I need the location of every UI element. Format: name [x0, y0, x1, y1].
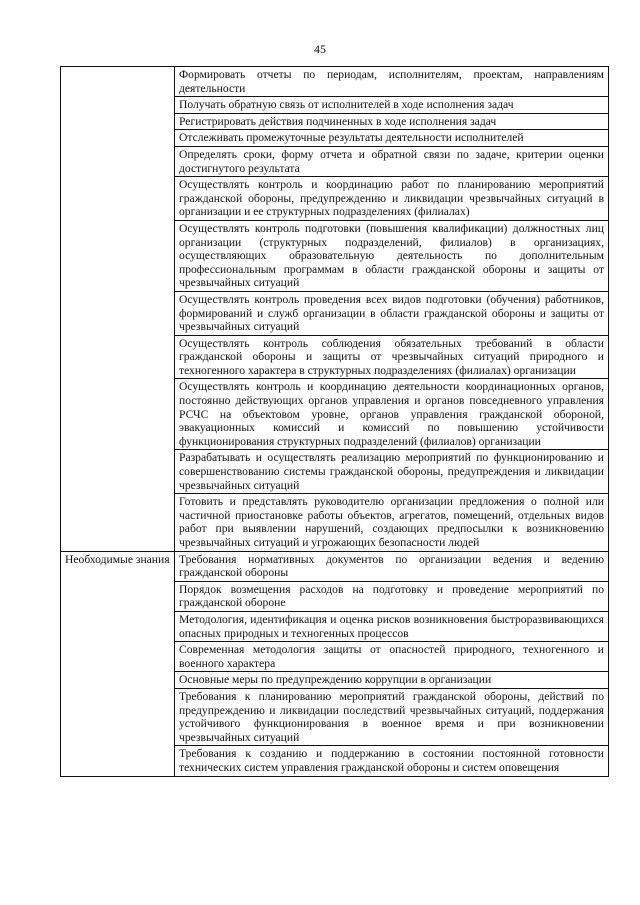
- section-label-cell: [61, 67, 175, 552]
- requirement-cell: Требования к созданию и поддержанию в состоянии постоянной готовности технических систем управления гражданской обороны и систем оповещения: [175, 746, 609, 776]
- requirement-cell: Получать обратную связь от исполнителей в ходе исполнения задач: [175, 97, 609, 114]
- requirement-cell: Разрабатывать и осуществлять реализацию мероприятий по функционированию и совершенствованию системы гражданской обороны, предупреждения и ликвидации чрезвычайных ситуаций: [175, 450, 609, 494]
- requirement-cell: Требования к планированию мероприятий гражданской обороны, действий по предупреждению и ликвидации последствий чрезвычайных ситуаций, поддержания устойчивого функционирования в военное время и при возникновении чрезвычайных ситуаций: [175, 688, 609, 745]
- section-label-cell: Необходимые знания: [61, 551, 175, 776]
- table-row: [61, 551, 609, 581]
- table-row: [61, 67, 609, 97]
- requirement-cell: Осуществлять контроль проведения всех видов подготовки (обучения) работников, формирований и служб организации в области гражданской обороны и защиты от чрезвычайных ситуаций: [175, 291, 609, 335]
- requirement-cell: Порядок возмещения расходов на подготовку и проведение мероприятий по гражданской обороне: [175, 581, 609, 611]
- requirement-cell: Формировать отчеты по периодам, исполнителям, проектам, направлениям деятельности: [175, 67, 609, 97]
- requirement-cell: Осуществлять контроль и координацию работ по планированию мероприятий гражданской обороны, предупреждению и ликвидации чрезвычайных ситуаций в организации и ее структурных подразделениях (филиалах): [175, 177, 609, 221]
- requirement-cell: Основные меры по предупреждению коррупции в организации: [175, 672, 609, 689]
- competency-table: [60, 66, 609, 777]
- requirement-cell: Готовить и представлять руководителю организации предложения о полной или частичной приостановке работы объектов, агрегатов, помещений, отдельных видов работ при выявлении нарушений, создающих предпосылки к возникновению чрезвычайных ситуаций и угрожающих безопасности людей: [175, 494, 609, 551]
- requirement-cell: Требования нормативных документов по организации ведения и ведению гражданской обороны: [175, 551, 609, 581]
- requirement-cell: Осуществлять контроль подготовки (повышения квалификации) должностных лиц организации (структурных подразделений, филиалов) в организациях, осуществляющих образовательную деятельность по дополнительным профессиональным программам в области гражданской обороны и защиты от чрезвычайных ситуаций: [175, 220, 609, 291]
- requirement-cell: Определять сроки, форму отчета и обратной связи по задаче, критерии оценки достигнутого результата: [175, 146, 609, 176]
- page-number: 45: [314, 42, 326, 56]
- requirement-cell: Регистрировать действия подчиненных в ходе исполнения задач: [175, 113, 609, 130]
- requirement-cell: Осуществлять контроль соблюдения обязательных требований в области гражданской обороны и защиты от чрезвычайных ситуаций природного и техногенного характера в структурных подразделениях (филиалах) организации: [175, 335, 609, 379]
- requirement-cell: Методология, идентификация и оценка рисков возникновения быстроразвивающихся опасных природных и техногенных процессов: [175, 611, 609, 641]
- requirement-cell: Отслеживать промежуточные результаты деятельности исполнителей: [175, 130, 609, 147]
- requirement-cell: Современная методология защиты от опасностей природного, техногенного и военного характера: [175, 642, 609, 672]
- requirement-cell: Осуществлять контроль и координацию деятельности координационных органов, постоянно действующих органов управления и органов повседневного управления РСЧС на объектовом уровне, органов управления гражданской обороной, эвакуационных комиссий и комиссий по повышению устойчивости функционирования структурных подразделений (филиалов) организации: [175, 379, 609, 450]
